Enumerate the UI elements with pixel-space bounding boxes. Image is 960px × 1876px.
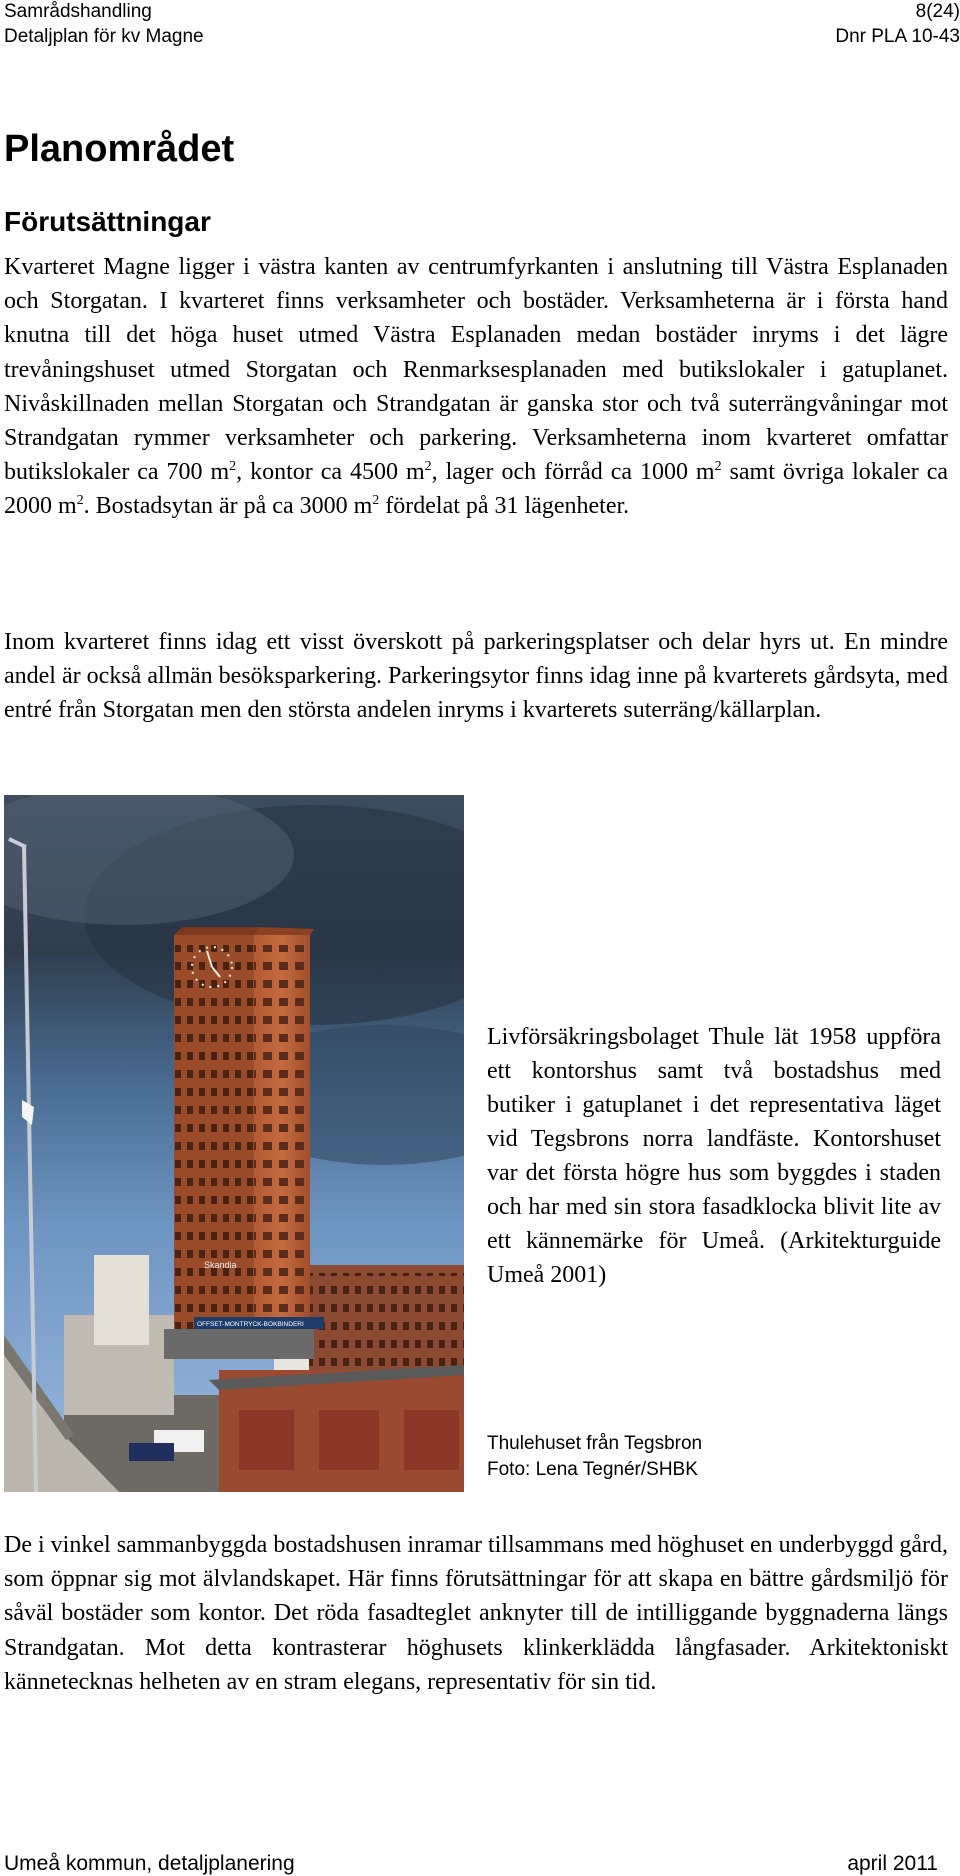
section-heading: Förutsättningar (4, 206, 211, 237)
photo-sign-brand: Skandia (204, 1260, 237, 1270)
building-photo (4, 795, 464, 1492)
footer-organization: Umeå kommun, detaljplanering (4, 1852, 295, 1875)
photo-caption: Thulehuset från Tegsbron (487, 1433, 703, 1454)
photo-credit: Foto: Lena Tegnér/SHBK (487, 1459, 698, 1480)
page-header-row-1 (4, 0, 960, 23)
registration-number: Dnr PLA 10-43 (835, 26, 960, 47)
paragraph-architecture: De i vinkel sammanbyggda bostadshusen inramar tillsammans med höghuset en underbyggd gård, som öppnar sig mot älvlandskapet. Här finns förutsättningar för att skapa en bättre gårdsmiljö för såväl bostäder som kontor. Det röda fasadteglet anknyter till de intilliggande byggnaderna längs Strandgatan. Mot detta kontrasterar höghusets klinkerklädda långfasader. Arkitektoniskt kännetecknas helheten av en stram elegans, representativ för sin tid. (4, 1532, 948, 1695)
page-title: Planområdet (4, 128, 235, 170)
photo-sign-shop: OFFSET-MONTRYCK-BOKBINDERI (197, 1321, 304, 1328)
plan-name: Detaljplan för kv Magne (4, 26, 204, 47)
photo-description: Livförsäkringsbolaget Thule lät 1958 uppföra ett kontorshus samt två bostadshus med butiker i gatuplanet i det representativa läget vid Tegsbrons norra landfäste. Kontorshuset var det första högre hus som byggdes i staden och har med sin stora fasadklocka blivit lite av ett kännemärke för Umeå. (Arkitekturguide Umeå 2001) (487, 1024, 941, 1288)
page-header-row-2 (4, 25, 960, 48)
footer-date: april 2011 (847, 1852, 938, 1875)
paragraph-prerequisites: Kvarteret Magne ligger i västra kanten av centrumfyrkanten i anslutning till Västra Esplanaden och Storgatan. I kvarteret finns verksamheter och bostäder. Verksamheterna är i första hand knutna till det höga huset utmed Västra Esplanaden medan bostäder inryms i det lägre trevåningshuset utmed Storgatan och Renmarksesplanaden med butikslokaler i gatuplanet. Nivåskillnaden mellan Storgatan och Strandgatan är ganska stor och två suterrängvåningar mot Strandgatan rymmer verksamheter och parkering. Verksamheterna inom kvarteret omfattar butikslokaler ca 700 $m^2$, kontor ca 4500 $m^2$, lager och förråd ca 1000 $m^2$ samt övriga lokaler ca 2000 $m^2$. Bostadsytan är på ca 3000 $m^2$ fördelat på 31 lägenheter. (4, 254, 949, 520)
page-footer (4, 1851, 938, 1876)
page-number: 8(24) (915, 1, 960, 22)
document-type: Samrådshandling (4, 1, 152, 22)
paragraph-parking: Inom kvarteret finns idag ett visst överskott på parkeringsplatser och delar hyrs ut. En mindre andel är också allmän besöksparkering. Parkeringsytor finns idag inne på kvarterets gårdsyta, med entré från Storgatan men den största andelen inryms i kvarterets suterräng/källarplan. (4, 629, 948, 724)
